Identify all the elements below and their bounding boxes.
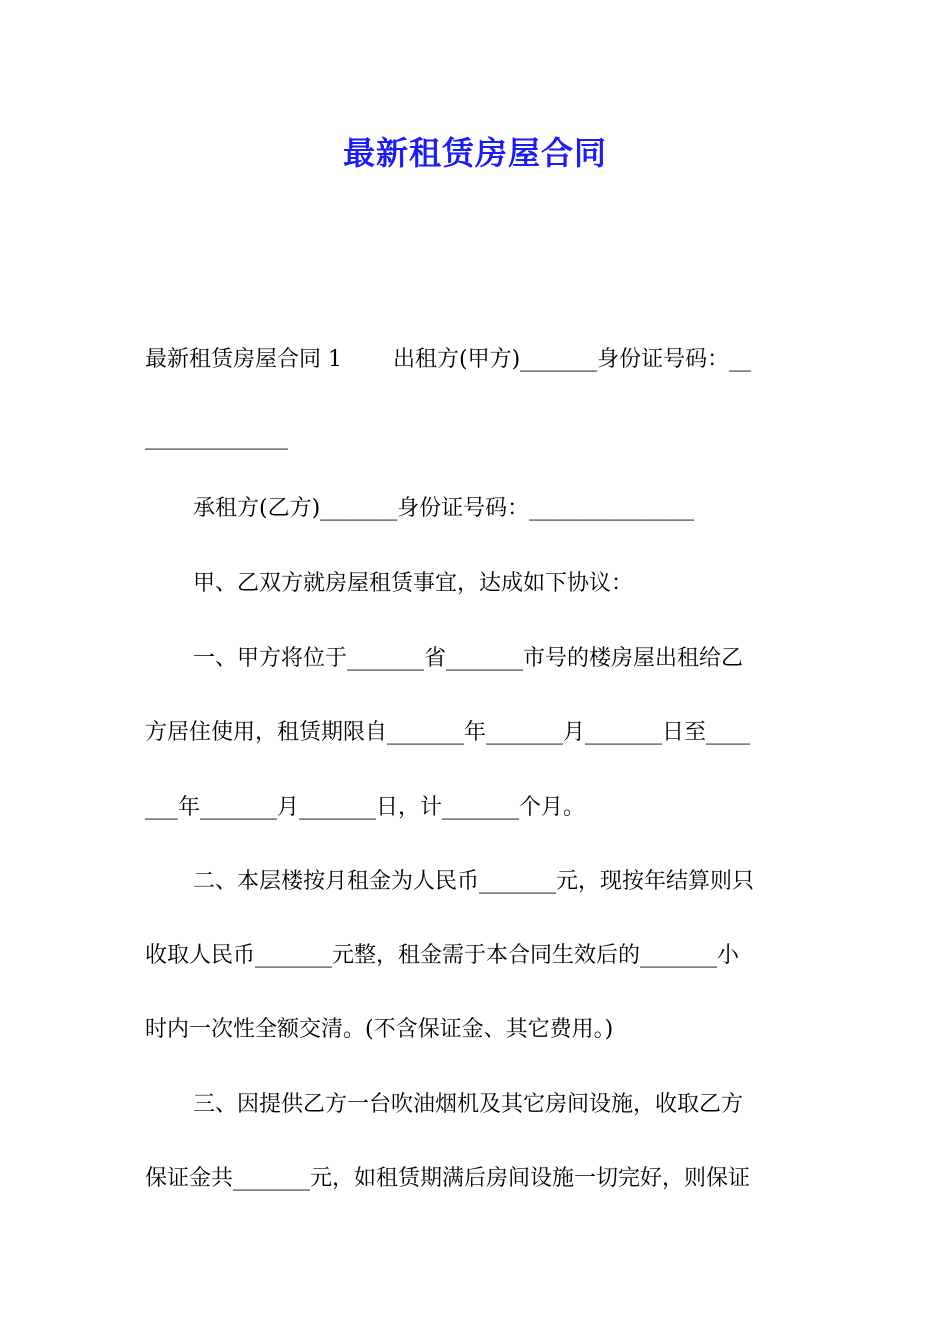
- contract-line-agreement-intro: 甲、乙双方就房屋租赁事宜，达成如下协议：: [193, 571, 634, 596]
- document-title: 最新租赁房屋合同: [342, 134, 607, 172]
- clause-2-line-3: 时内一次性全额交清。(不含保证金、其它费用。): [145, 1017, 614, 1042]
- clause-2-line-2: 收取人民币_______元整，租金需于本合同生效后的_______小: [145, 943, 740, 968]
- clause-3-line-2: 保证金共_______元，如租赁期满后房间设施一切完好，则保证: [145, 1166, 751, 1191]
- contract-line-lessee: 承租方(乙方)_______身份证号码：_______________: [193, 496, 695, 521]
- clause-2-line-1: 二、本层楼按月租金为人民币_______元，现按年结算则只: [193, 869, 755, 894]
- clause-1-line-2: 方居住使用，租赁期限自_______年_______月_______日至____: [145, 720, 751, 745]
- contract-line-lessor-id-cont: _____________: [145, 425, 288, 450]
- clause-1-line-3: ___年_______月_______日，计_______个月。: [145, 795, 586, 820]
- clause-3-line-1: 三、因提供乙方一台吹油烟机及其它房间设施，收取乙方: [193, 1092, 744, 1117]
- clause-1-line-1: 一、甲方将位于_______省_______市号的楼房屋出租给乙: [193, 646, 744, 671]
- contract-line-lessor: 最新租赁房屋合同 1 出租方(甲方)_______身份证号码：__: [145, 347, 752, 372]
